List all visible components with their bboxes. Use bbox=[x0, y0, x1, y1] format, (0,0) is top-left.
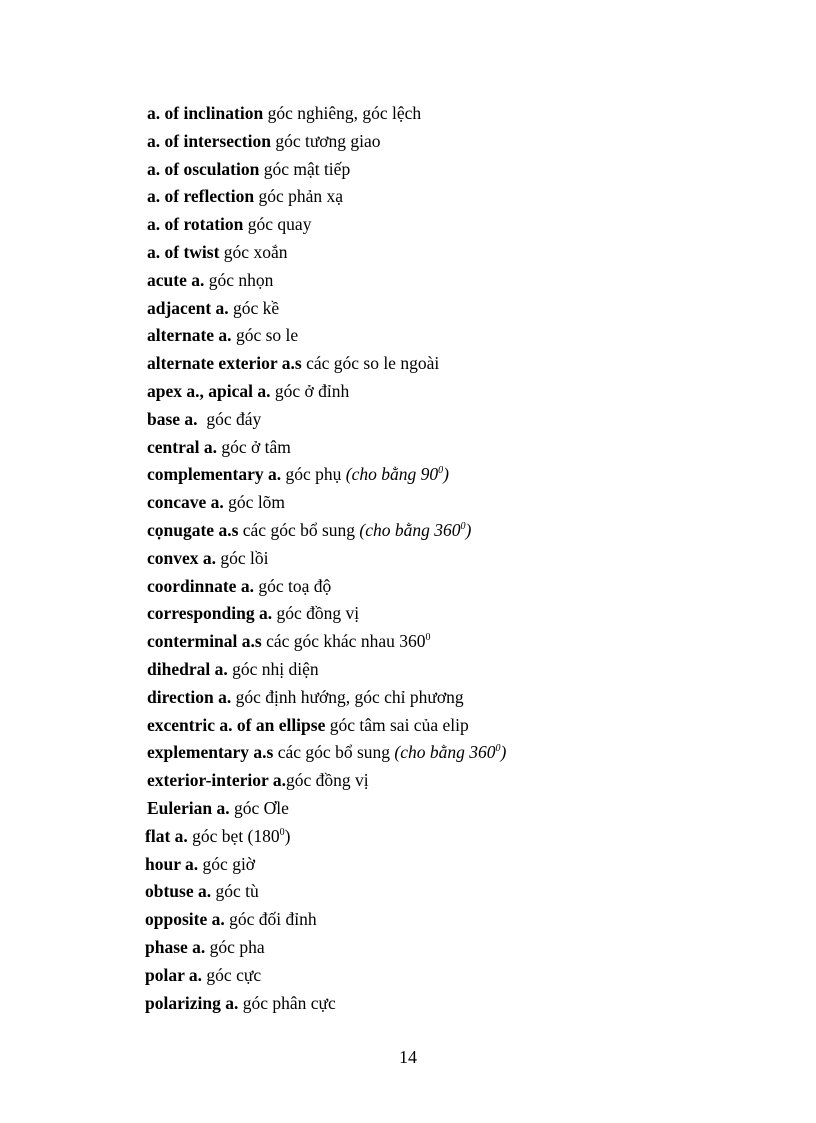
glossary-entries bbox=[0, 100, 816, 1017]
entry bbox=[0, 211, 816, 239]
entry-term: complementary a. bbox=[147, 464, 282, 485]
entry bbox=[0, 128, 816, 156]
entry-definition: góc giờ bbox=[198, 853, 256, 874]
entry-note bbox=[394, 742, 506, 762]
entry-note-text: (cho bằng 360 bbox=[359, 519, 461, 540]
entry-definition: các góc bổ sung bbox=[238, 519, 360, 540]
entry-term: adjacent a. bbox=[147, 297, 229, 318]
entry-definition: góc quay bbox=[243, 214, 312, 235]
entry bbox=[0, 712, 816, 740]
entry-term: conterminal a.s bbox=[147, 631, 262, 652]
entry-note-superscript: 0 bbox=[460, 520, 466, 532]
entry bbox=[0, 795, 816, 823]
entry-definition: góc xoắn bbox=[219, 241, 288, 262]
entry bbox=[0, 878, 816, 906]
entry-term: obtuse a. bbox=[145, 881, 212, 902]
entry-definition: góc nghiêng, góc lệch bbox=[263, 103, 422, 123]
entry bbox=[0, 100, 816, 128]
entry bbox=[0, 906, 816, 934]
entry-definition: góc đồng vị bbox=[285, 770, 369, 791]
entry-term: a. of twist bbox=[147, 241, 220, 262]
entry-definition: góc nhị diện bbox=[227, 658, 319, 679]
entry-definition: góc nhọn bbox=[204, 269, 274, 290]
entry-definition: góc phụ bbox=[281, 464, 346, 485]
entry-definition: góc phản xạ bbox=[254, 186, 344, 207]
entry bbox=[0, 406, 816, 434]
entry-term: opposite a. bbox=[145, 909, 225, 930]
entry-definition: góc tương giao bbox=[270, 130, 381, 151]
entry bbox=[0, 600, 816, 628]
entry bbox=[0, 183, 816, 211]
entry-definition: góc bẹt (180 bbox=[187, 825, 280, 846]
entry-term: corresponding a. bbox=[147, 603, 273, 624]
entry bbox=[0, 322, 816, 350]
entry-definition: góc đối đỉnh bbox=[224, 909, 317, 930]
entry bbox=[0, 767, 816, 795]
entry-note-superscript: 0 bbox=[438, 465, 444, 477]
entry-definition: góc đáy bbox=[197, 408, 262, 429]
entry-definition: góc cực bbox=[202, 964, 262, 985]
entry bbox=[0, 378, 816, 406]
entry bbox=[0, 295, 816, 323]
entry-definition: góc định hướng, góc chỉ phương bbox=[231, 686, 464, 707]
entry-definition: góc ở đỉnh bbox=[270, 380, 350, 401]
entry-term: coordinnate a. bbox=[147, 575, 254, 596]
entry-term: convex a. bbox=[147, 547, 217, 568]
entry bbox=[0, 990, 816, 1018]
entry-term: alternate exterior a.s bbox=[147, 353, 302, 374]
entry-definition: các góc khác nhau 360 bbox=[261, 631, 426, 652]
entry-note-end: ) bbox=[443, 464, 449, 485]
entry-term: apex a., apical a. bbox=[147, 380, 271, 401]
entry bbox=[0, 267, 816, 295]
entry-note-end: ) bbox=[465, 519, 472, 540]
entry-term: excentric a. of an ellipse bbox=[147, 714, 326, 735]
entry-term: cọnugate a.s bbox=[147, 519, 239, 540]
entry-definition: góc toạ độ bbox=[253, 575, 332, 596]
entry-definition: góc lồi bbox=[216, 547, 269, 568]
entry-definition: góc kề bbox=[228, 297, 280, 318]
entry-term: polarizing a. bbox=[145, 992, 239, 1013]
entry-definition: góc lõm bbox=[223, 492, 286, 513]
entry bbox=[0, 962, 816, 990]
entry-note-end: ) bbox=[500, 742, 507, 763]
entry-note bbox=[359, 520, 471, 540]
entry-note-text: (cho bằng 360 bbox=[394, 742, 496, 763]
entry-term: exterior-interior a. bbox=[147, 770, 286, 791]
entry bbox=[0, 350, 816, 378]
entry-definition-superscript: 0 bbox=[279, 826, 285, 838]
entry bbox=[0, 461, 816, 489]
entry-term: alternate a. bbox=[147, 325, 232, 346]
entry bbox=[0, 573, 816, 601]
entry-term: a. of osculation bbox=[147, 158, 260, 179]
entry-definition: góc mật tiếp bbox=[259, 158, 351, 179]
entry bbox=[0, 684, 816, 712]
entry-term: a. of inclination bbox=[147, 103, 264, 123]
entry-definition: các góc so le ngoài bbox=[301, 353, 440, 374]
entry bbox=[0, 739, 816, 767]
entry bbox=[0, 823, 816, 851]
entry-definition: góc tâm sai của elip bbox=[325, 714, 469, 735]
entry-term: direction a. bbox=[147, 686, 232, 707]
entry-term: explementary a.s bbox=[147, 742, 274, 763]
entry-definition: góc so le bbox=[231, 325, 299, 346]
entry-term: acute a. bbox=[147, 269, 205, 290]
entry-note-text: (cho bằng 90 bbox=[345, 464, 439, 485]
entry-term: a. of rotation bbox=[147, 214, 244, 235]
entry-definition: góc đồng vị bbox=[272, 603, 360, 624]
entry bbox=[0, 851, 816, 879]
entry-definition: góc tù bbox=[211, 881, 259, 902]
entry-definition: góc pha bbox=[205, 936, 265, 957]
entry-term: flat a. bbox=[145, 825, 188, 846]
entry-definition: các góc bổ sung bbox=[273, 742, 395, 763]
entry-definition-superscript: 0 bbox=[425, 632, 431, 644]
entry bbox=[0, 517, 816, 545]
entry-term: a. of intersection bbox=[147, 130, 271, 151]
entry-term: phase a. bbox=[145, 936, 206, 957]
entry-term: a. of reflection bbox=[147, 186, 255, 207]
entry-term: central a. bbox=[147, 436, 217, 457]
entry-term: Eulerian a. bbox=[147, 797, 230, 818]
entry bbox=[0, 156, 816, 184]
entry-term: hour a. bbox=[145, 853, 199, 874]
entry-definition: góc phân cực bbox=[238, 992, 336, 1013]
entry-term: dihedral a. bbox=[147, 658, 228, 679]
entry bbox=[0, 239, 816, 267]
entry-definition: góc Ơle bbox=[229, 797, 289, 818]
entry-note-superscript: 0 bbox=[495, 743, 501, 755]
entry bbox=[0, 628, 816, 656]
entry bbox=[0, 934, 816, 962]
page-number: 14 bbox=[399, 1047, 417, 1067]
entry bbox=[0, 656, 816, 684]
entry-term: base a. bbox=[147, 408, 198, 429]
entry bbox=[0, 489, 816, 517]
entry-term: polar a. bbox=[145, 964, 203, 985]
entry bbox=[0, 545, 816, 573]
entry-note bbox=[346, 464, 449, 484]
entry-term: concave a. bbox=[147, 492, 224, 513]
entry-definition: góc ở tâm bbox=[216, 436, 291, 457]
entry-definition-end: ) bbox=[284, 825, 291, 846]
entry bbox=[0, 434, 816, 462]
